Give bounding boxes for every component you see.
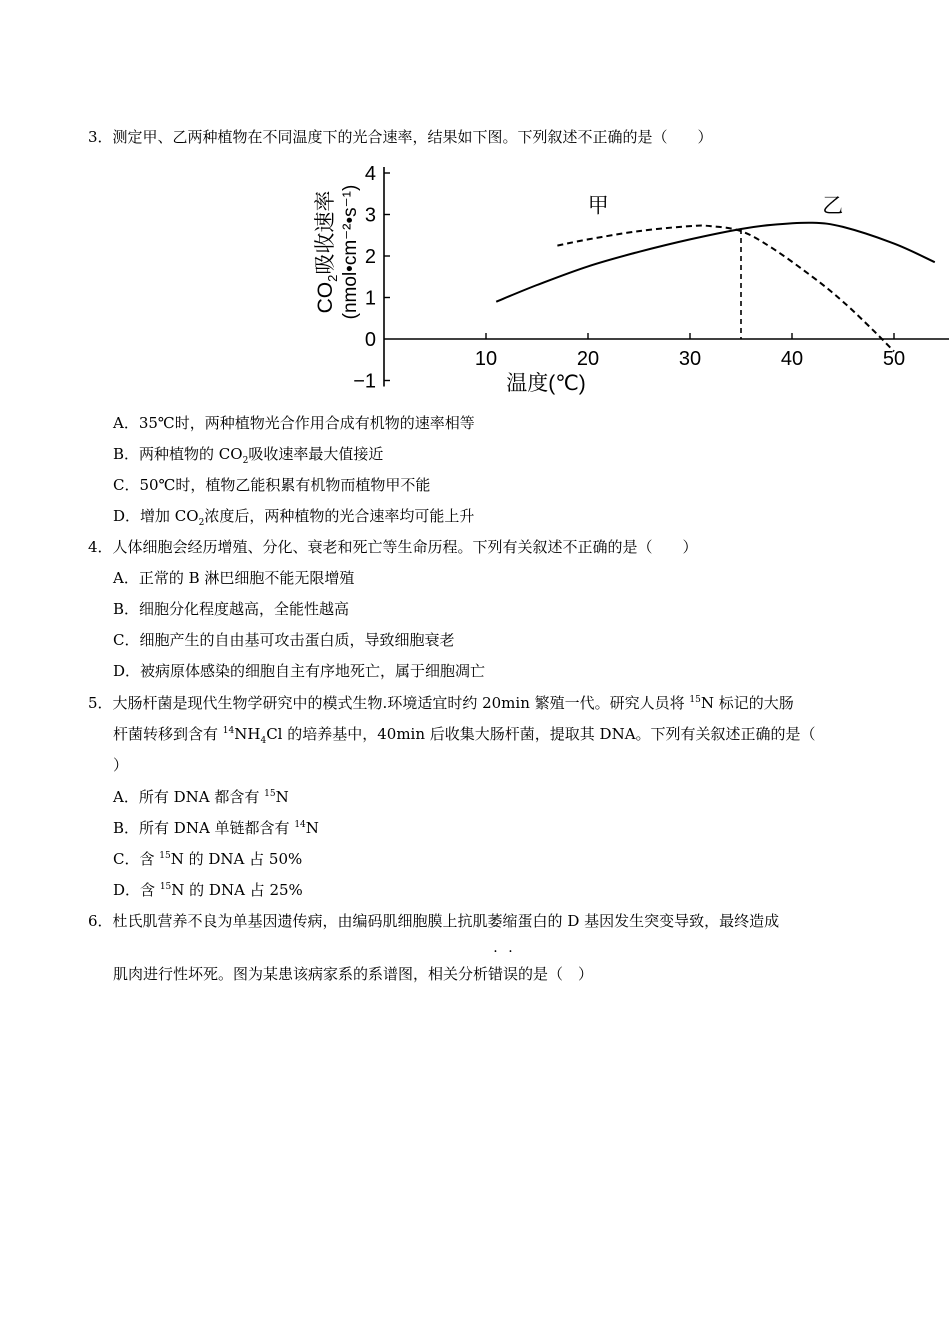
option-label: C． — [113, 476, 140, 494]
question-number: 4． — [88, 538, 113, 556]
question-4-stem — [88, 532, 868, 563]
question-5-stem-line1 — [88, 688, 868, 719]
y-axis-label — [314, 191, 340, 314]
option-label: A． — [113, 414, 139, 432]
option-text: 正常的 B 淋巴细胞不能无限增殖 — [138, 569, 355, 587]
question-text: 杆菌转移到含有 — [113, 725, 223, 743]
y-tick-label: 4 — [364, 163, 376, 185]
x-tick-label: 50 — [882, 348, 906, 370]
question-number: 5． — [88, 694, 113, 712]
x-tick-label: 30 — [678, 348, 702, 370]
option-text: 所有 DNA 都含有 — [138, 788, 265, 806]
q5-option-d[interactable] — [113, 875, 303, 906]
series-line-jia — [557, 226, 894, 352]
option-text: 两种植物的 CO — [139, 445, 243, 463]
x-tick-label: 20 — [576, 348, 600, 370]
subscript: 2 — [242, 456, 249, 466]
superscript: 14 — [294, 820, 306, 830]
option-label: B． — [113, 819, 140, 837]
q4-option-d[interactable] — [113, 656, 485, 687]
option-text-end: 吸收速率最大值接近 — [248, 445, 384, 463]
emphasis-dot-char: 误 — [503, 965, 519, 983]
q3-option-a[interactable] — [113, 408, 475, 439]
superscript: 15 — [264, 789, 276, 799]
question-number: 3． — [88, 128, 113, 146]
question-text: 测定甲、乙两种植物在不同温度下的光合速率，结果如下图。下列叙述不正确的是（ ） — [112, 128, 713, 146]
option-text: 35℃时，两种植物光合作用合成有机物的速率相等 — [138, 414, 475, 432]
q5-option-a[interactable] — [113, 782, 289, 813]
q3-option-d[interactable] — [113, 501, 474, 532]
question-3-stem — [88, 122, 868, 153]
question-text: ） — [113, 756, 129, 774]
option-text: 所有 DNA 单链都含有 — [139, 819, 295, 837]
option-label: A． — [113, 788, 139, 806]
option-label: A． — [113, 569, 139, 587]
question-6-stem-line2 — [113, 959, 893, 990]
option-label: B． — [113, 445, 140, 463]
subscript: 4 — [260, 736, 267, 746]
option-text-end: 浓度后，两种植物的光合速率均可能上升 — [204, 507, 475, 525]
question-text: N 标记的大肠 — [700, 694, 794, 712]
y-tick-label: −1 — [353, 370, 376, 393]
question-5-stem-line3 — [113, 750, 893, 781]
x-axis-label: 温度(℃) — [506, 372, 586, 395]
y-tick-label: 3 — [364, 204, 376, 227]
y-axis-unit: (nmol•cm⁻²•s⁻¹) — [340, 184, 361, 320]
option-label: D． — [113, 507, 141, 525]
y-tick-label: 2 — [364, 246, 376, 268]
q3-option-b[interactable] — [113, 439, 383, 470]
q4-option-a[interactable] — [113, 563, 354, 594]
q4-option-b[interactable] — [113, 594, 349, 625]
option-text: 细胞分化程度越高，全能性越高 — [139, 600, 350, 618]
series-label-jia: 甲 — [587, 194, 609, 218]
superscript: 15 — [159, 882, 172, 892]
option-label: B． — [113, 600, 140, 618]
option-text-end: N 的 DNA 占 25% — [171, 881, 303, 899]
option-text: 增加 CO — [140, 507, 199, 525]
superscript: 15 — [689, 695, 701, 705]
question-number: 6． — [88, 912, 113, 930]
question-text: Cl 的培养基中，40min 后收集大肠杆菌，提取其 DNA。下列有关叙述正确的是（ — [266, 725, 816, 743]
option-text: 含 — [140, 881, 160, 899]
option-text-end: N 的 DNA 占 50% — [170, 850, 303, 868]
option-text: 含 — [139, 850, 160, 868]
q4-option-c[interactable] — [113, 625, 455, 656]
question-text: 人体细胞会经历增殖、分化、衰老和死亡等生命历程。下列有关叙述不正确的是（ ） — [112, 538, 698, 556]
superscript: 15 — [159, 851, 171, 861]
superscript: 14 — [222, 726, 235, 736]
x-tick-label: 10 — [474, 348, 498, 370]
emphasis-dot-char: 错 — [488, 965, 504, 983]
option-text: 被病原体感染的细胞自主有序地死亡，属于细胞凋亡 — [140, 662, 486, 680]
option-label: C． — [113, 850, 140, 868]
option-label: C． — [113, 631, 140, 649]
question-text: 大肠杆菌是现代生物学研究中的模式生物.环境适宜时约 20min 繁殖一代。研究人员将 — [112, 694, 690, 712]
option-text: 细胞产生的自由基可攻击蛋白质，导致细胞衰老 — [139, 631, 455, 649]
q3-option-c[interactable] — [113, 470, 430, 501]
series-line-yi — [496, 223, 935, 302]
y-tick-label: 1 — [364, 287, 376, 310]
option-label: D． — [113, 881, 141, 899]
question-6-stem-line1 — [88, 906, 868, 937]
option-label: D． — [113, 662, 141, 680]
y-axis-label-pre: CO — [314, 281, 337, 314]
option-text-end: N — [305, 819, 319, 837]
option-text-end: N — [275, 788, 289, 806]
question-text: 的是（ ） — [518, 965, 594, 983]
question-text: NH — [234, 725, 261, 743]
q5-option-c[interactable] — [113, 844, 302, 875]
question-5-stem-line2 — [113, 719, 893, 750]
subscript: 2 — [198, 518, 205, 528]
series-label-yi: 乙 — [822, 194, 844, 218]
option-text: 50℃时，植物乙能积累有机物而植物甲不能 — [139, 476, 431, 494]
y-axis-label-sub: 2 — [325, 274, 340, 282]
x-tick-label: 40 — [780, 348, 804, 370]
q5-option-b[interactable] — [113, 813, 319, 844]
photosynthesis-temperature-chart — [300, 158, 906, 398]
question-text: 肌肉进行性坏死。图为某患该病家系的系谱图，相关分析 — [113, 965, 489, 983]
y-tick-label: 0 — [364, 329, 376, 351]
y-axis-label-post: 吸收速率 — [314, 190, 337, 275]
question-text: 杜氏肌营养不良为单基因遗传病，由编码肌细胞膜上抗肌萎缩蛋白的 D 基因发生突变导致，最终造成 — [112, 912, 780, 930]
